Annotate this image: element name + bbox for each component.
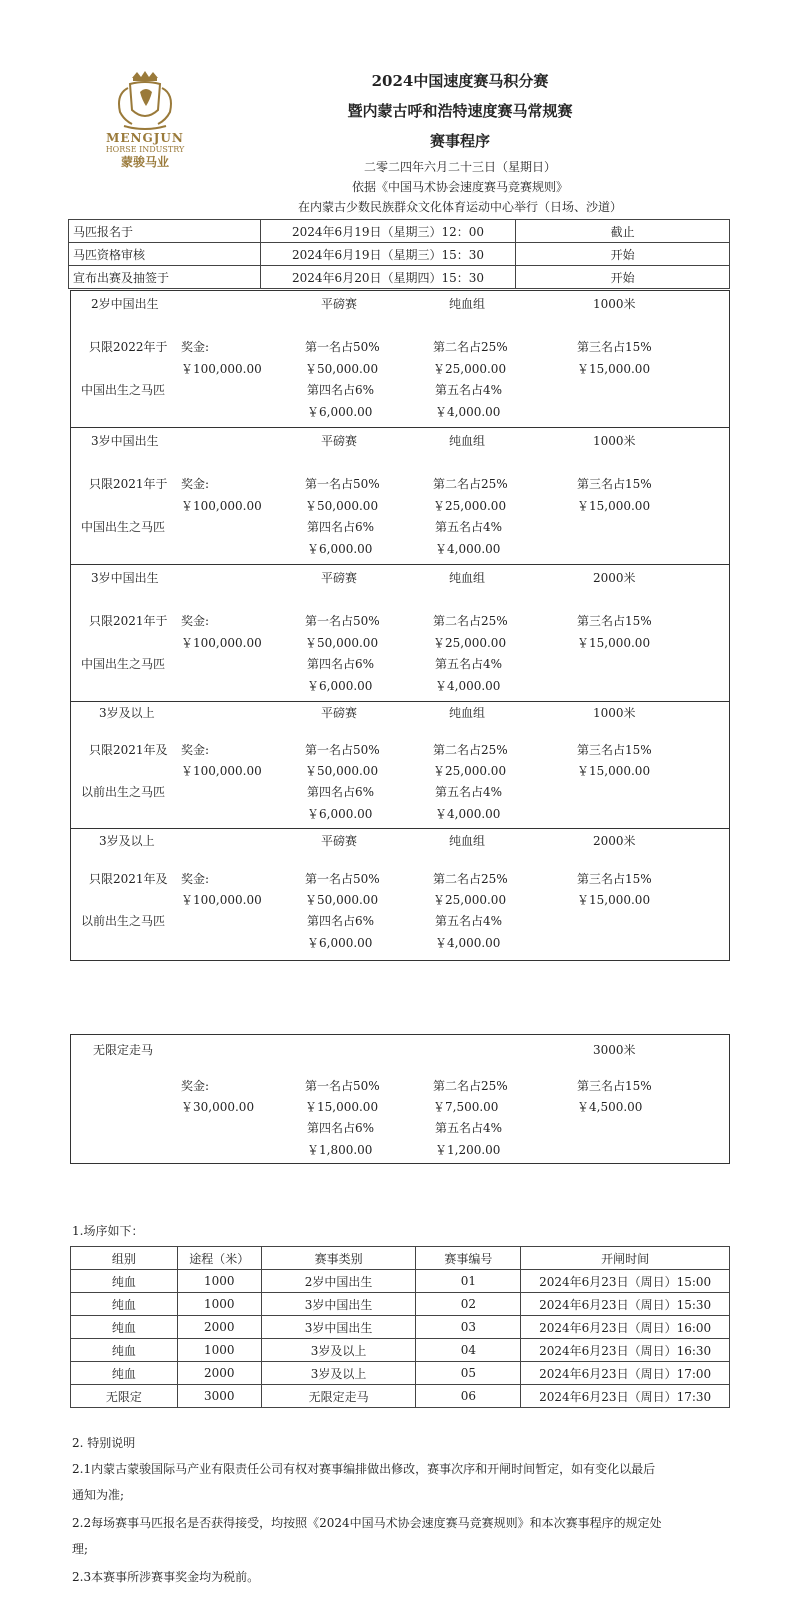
prize-3rd-label: 第三名占15% [577,872,652,886]
race-order-table [70,1246,730,1408]
table-row [71,1293,730,1316]
table-row [69,243,730,266]
race-block [70,290,730,428]
prize-5th-label: 第五名占4% [435,520,503,534]
table-cell: 04 [416,1339,521,1362]
column-header: 赛事类别 [261,1247,416,1270]
prize-total: ￥30,000.00 [181,1100,255,1114]
table-row [71,1339,730,1362]
race-category: 3岁及以上 [99,834,155,848]
table-cell: 03 [416,1316,521,1339]
prize-1st-label: 第一名占50% [305,614,380,628]
prize-2nd-amount: ￥25,000.00 [433,893,507,907]
prize-2nd-label: 第二名占25% [433,1079,508,1093]
free-race-block [70,1034,730,1164]
table-cell: 1000 [177,1270,261,1293]
race-block [70,701,730,829]
registration-schedule-table [68,219,730,289]
prize-1st-amount: ￥50,000.00 [305,764,379,778]
prize-5th-label: 第五名占4% [435,785,503,799]
schedule-time: 2024年6月19日（星期三）12：00 [260,220,516,243]
prize-1st-label: 第一名占50% [305,340,380,354]
eligibility-line2: 以前出生之马匹 [81,914,166,928]
table-cell: 2000 [177,1316,261,1339]
table-cell: 无限定 [71,1385,178,1408]
prize-4th-label: 第四名占6% [307,914,375,928]
note-2-2-line2: 理; [72,1542,89,1556]
race-group: 纯血组 [449,434,486,448]
prize-4th-amount: ￥6,000.00 [307,936,373,950]
race-distance: 1000米 [593,297,636,311]
notes-heading: 2. 特别说明 [72,1436,136,1450]
prize-1st-label: 第一名占50% [305,477,380,491]
prize-3rd-amount: ￥15,000.00 [577,636,651,650]
schedule-status: 截止 [516,220,730,243]
prize-3rd-label: 第三名占15% [577,614,652,628]
table-cell: 3岁中国出生 [261,1293,416,1316]
prize-label: 奖金: [181,340,210,354]
table-cell: 2024年6月23日（周日）15:30 [521,1293,730,1316]
prize-3rd-label: 第三名占15% [577,477,652,491]
eligibility-line2: 中国出生之马匹 [81,383,166,397]
prize-3rd-amount: ￥15,000.00 [577,764,651,778]
prize-label: 奖金: [181,614,210,628]
eligibility-line1: 只限2021年于 [89,477,168,491]
logo-text-cn: 蒙骏马业 [120,155,169,169]
table-row [71,1316,730,1339]
table-cell: 2024年6月23日（周日）17:00 [521,1362,730,1385]
race-block [70,828,730,961]
prize-1st-amount: ￥50,000.00 [305,893,379,907]
prize-3rd-amount: ￥4,500.00 [577,1100,643,1114]
table-row [69,266,730,289]
prize-2nd-amount: ￥25,000.00 [433,636,507,650]
prize-5th-amount: ￥4,000.00 [435,542,501,556]
prize-2nd-amount: ￥25,000.00 [433,499,507,513]
schedule-time: 2024年6月19日（星期三）15：30 [260,243,516,266]
prize-2nd-label: 第二名占25% [433,743,508,757]
table-cell: 1000 [177,1293,261,1316]
race-order-heading: 1.场序如下： [72,1224,144,1238]
note-2-2-line1: 2.2每场赛事马匹报名是否获得接受，均按照《2024中国马术协会速度赛马竞赛规则》和本次赛事程序的规定处 [72,1516,662,1530]
table-cell: 2000 [177,1362,261,1385]
table-row [71,1385,730,1408]
prize-label: 奖金: [181,1079,210,1093]
race-group: 纯血组 [449,571,486,585]
prize-4th-label: 第四名占6% [307,785,375,799]
table-cell: 3岁及以上 [261,1339,416,1362]
table-cell: 3000 [177,1385,261,1408]
table-row [71,1362,730,1385]
horse-crest-icon [110,70,180,132]
race-type: 平磅赛 [321,571,358,585]
prize-3rd-amount: ￥15,000.00 [577,893,651,907]
table-cell: 纯血 [71,1316,178,1339]
race-category: 无限定走马 [93,1043,154,1057]
prize-3rd-amount: ￥15,000.00 [577,362,651,376]
table-cell: 2岁中国出生 [261,1270,416,1293]
rules-basis: 依据《中国马术协会速度赛马竞赛规则》 [351,180,568,194]
prize-5th-label: 第五名占4% [435,657,503,671]
page-title: 2024中国速度赛马积分赛 [371,72,549,90]
race-type: 平磅赛 [321,297,358,311]
schedule-status: 开始 [516,266,730,289]
race-distance: 1000米 [593,706,636,720]
table-cell: 05 [416,1362,521,1385]
eligibility-line1: 只限2021年于 [89,614,168,628]
prize-5th-amount: ￥4,000.00 [435,936,501,950]
table-cell: 2024年6月23日（周日）15:00 [521,1270,730,1293]
prize-3rd-label: 第三名占15% [577,340,652,354]
eligibility-line2: 中国出生之马匹 [81,657,166,671]
prize-3rd-label: 第三名占15% [577,743,652,757]
prize-2nd-amount: ￥7,500.00 [433,1100,499,1114]
table-row [69,220,730,243]
table-cell: 02 [416,1293,521,1316]
race-category: 2岁中国出生 [91,297,159,311]
prize-1st-label: 第一名占50% [305,1079,380,1093]
race-group: 纯血组 [449,297,486,311]
prize-5th-amount: ￥4,000.00 [435,807,501,821]
column-header: 赛事编号 [416,1247,521,1270]
note-2-3: 2.3本赛事所涉赛事奖金均为税前。 [72,1570,260,1584]
prize-1st-amount: ￥50,000.00 [305,362,379,376]
schedule-status: 开始 [516,243,730,266]
prize-total: ￥100,000.00 [181,636,262,650]
prize-4th-amount: ￥6,000.00 [307,807,373,821]
prize-label: 奖金: [181,477,210,491]
prize-2nd-amount: ￥25,000.00 [433,764,507,778]
table-cell: 纯血 [71,1362,178,1385]
schedule-item: 马匹报名于 [69,220,261,243]
eligibility-line1: 只限2021年及 [89,872,168,886]
prize-1st-amount: ￥15,000.00 [305,1100,379,1114]
eligibility-line2: 中国出生之马匹 [81,520,166,534]
race-distance: 2000米 [593,571,636,585]
prize-1st-label: 第一名占50% [305,872,380,886]
table-cell: 2024年6月23日（周日）16:30 [521,1339,730,1362]
schedule-item: 宣布出赛及抽签于 [69,266,261,289]
race-group: 纯血组 [449,706,486,720]
race-type: 平磅赛 [321,706,358,720]
table-cell: 2024年6月23日（周日）16:00 [521,1316,730,1339]
prize-5th-amount: ￥4,000.00 [435,405,501,419]
prize-total: ￥100,000.00 [181,362,262,376]
table-cell: 3岁及以上 [261,1362,416,1385]
table-cell: 无限定走马 [261,1385,416,1408]
company-logo [100,70,190,169]
prize-label: 奖金: [181,743,210,757]
venue: 在内蒙古少数民族群众文化体育运动中心举行（日场、沙道） [297,200,622,214]
race-group: 纯血组 [449,834,486,848]
table-row [71,1270,730,1293]
event-date: 二零二四年六月二十三日（星期日） [363,160,556,174]
race-block [70,564,730,702]
race-type: 平磅赛 [321,834,358,848]
eligibility-line2: 以前出生之马匹 [81,785,166,799]
table-header-row [71,1247,730,1270]
prize-total: ￥100,000.00 [181,499,262,513]
prize-1st-label: 第一名占50% [305,743,380,757]
table-cell: 01 [416,1270,521,1293]
table-cell: 纯血 [71,1339,178,1362]
logo-text-sub: HORSE INDUSTRY [105,145,185,154]
table-cell: 2024年6月23日（周日）17:30 [521,1385,730,1408]
prize-2nd-label: 第二名占25% [433,614,508,628]
prize-5th-label: 第五名占4% [435,383,503,397]
eligibility-line1: 只限2021年及 [89,743,168,757]
prize-3rd-label: 第三名占15% [577,1079,652,1093]
page-subtitle: 暨内蒙古呼和浩特速度赛马常规赛 [347,102,573,120]
prize-5th-label: 第五名占4% [435,1121,503,1135]
prize-5th-amount: ￥4,000.00 [435,679,501,693]
prize-2nd-label: 第二名占25% [433,477,508,491]
race-distance: 1000米 [593,434,636,448]
table-cell: 1000 [177,1339,261,1362]
prize-2nd-amount: ￥25,000.00 [433,362,507,376]
prize-4th-amount: ￥6,000.00 [307,679,373,693]
logo-text-en: MENGJUN [106,131,184,145]
prize-total: ￥100,000.00 [181,764,262,778]
eligibility-line1: 只限2022年于 [89,340,168,354]
prize-4th-amount: ￥6,000.00 [307,405,373,419]
prize-2nd-label: 第二名占25% [433,340,508,354]
table-cell: 纯血 [71,1293,178,1316]
schedule-item: 马匹资格审核 [69,243,261,266]
table-cell: 纯血 [71,1270,178,1293]
prize-4th-amount: ￥6,000.00 [307,542,373,556]
race-category: 3岁中国出生 [91,571,159,585]
prize-3rd-amount: ￥15,000.00 [577,499,651,513]
race-category: 3岁及以上 [99,706,155,720]
prize-4th-label: 第四名占6% [307,520,375,534]
race-distance: 3000米 [593,1043,636,1057]
prize-5th-amount: ￥1,200.00 [435,1143,501,1157]
prize-1st-amount: ￥50,000.00 [305,499,379,513]
prize-2nd-label: 第二名占25% [433,872,508,886]
column-header: 途程（米） [177,1247,261,1270]
race-block [70,427,730,565]
column-header: 组别 [71,1247,178,1270]
prize-4th-amount: ￥1,800.00 [307,1143,373,1157]
race-type: 平磅赛 [321,434,358,448]
prize-4th-label: 第四名占6% [307,657,375,671]
race-category: 3岁中国出生 [91,434,159,448]
section-title: 赛事程序 [429,132,490,150]
schedule-time: 2024年6月20日（星期四）15：30 [260,266,516,289]
table-cell: 06 [416,1385,521,1408]
prize-4th-label: 第四名占6% [307,383,375,397]
note-2-1-line2: 通知为准; [72,1488,125,1502]
note-2-1-line1: 2.1内蒙古蒙骏国际马产业有限责任公司有权对赛事编排做出修改，赛事次序和开闸时间暂定，如有变化以最后 [72,1462,656,1476]
prize-4th-label: 第四名占6% [307,1121,375,1135]
prize-label: 奖金: [181,872,210,886]
column-header: 开闸时间 [521,1247,730,1270]
table-cell: 3岁中国出生 [261,1316,416,1339]
race-distance: 2000米 [593,834,636,848]
prize-total: ￥100,000.00 [181,893,262,907]
prize-1st-amount: ￥50,000.00 [305,636,379,650]
prize-5th-label: 第五名占4% [435,914,503,928]
